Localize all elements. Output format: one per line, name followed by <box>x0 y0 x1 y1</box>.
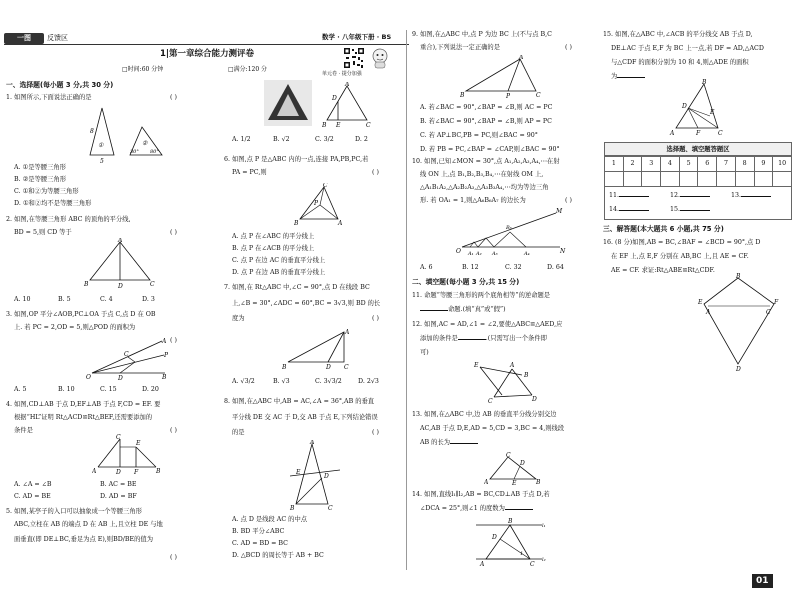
q1-option-c[interactable]: C. ①和②为等腰三角形 <box>14 188 79 195</box>
svg-text:A₄: A₄ <box>524 251 530 257</box>
q10-option-d[interactable]: D. 64 <box>547 264 564 271</box>
svg-text:A₂: A₂ <box>476 251 482 257</box>
q3-stem-1: 3. 如图,OP 平分∠AOB,PC⊥OA 于点 C,点 D 在 OB <box>6 311 156 318</box>
qr-code[interactable] <box>343 47 365 69</box>
q8-option-b[interactable]: B. BD 平分∠ABC <box>232 528 285 535</box>
svg-text:E: E <box>512 480 517 485</box>
q2-stem-1: 2. 如图,在等腰三角形 ABC 的顶角的平分线, <box>6 216 131 223</box>
svg-text:A: A <box>345 82 350 88</box>
q3-figure <box>80 335 170 380</box>
answer-cell[interactable] <box>661 172 680 187</box>
q6-option-b[interactable]: B. 点 P 在∠ACB 的平分线上 <box>232 245 315 252</box>
svg-text:1: 1 <box>520 551 524 557</box>
svg-text:N: N <box>560 248 566 255</box>
fill-blank-12[interactable] <box>680 191 710 197</box>
q6-stem-1: 6. 如图,点 P 是△ABC 内的一点,连接 PA,PB,PC,若 <box>224 156 369 163</box>
q15-stem-1: 15. 如图,在△ABC 中,∠ACB 的平分线交 AB 于点 D, <box>603 31 753 38</box>
svg-text:l₁: l₁ <box>542 523 546 529</box>
q11-stem-1: 11. 命题“等腰三角形的两个底角相等”的逆命题是 <box>412 292 551 299</box>
answer-num-8: 8 <box>735 157 754 172</box>
fill-num-12: 12. <box>670 192 681 199</box>
svg-text:E: E <box>296 469 301 476</box>
qr-caption: 单元卷 · 提分加强 <box>322 71 362 77</box>
svg-text:B: B <box>736 273 741 280</box>
svg-text:B: B <box>508 518 513 525</box>
q10-option-c[interactable]: C. 32 <box>505 264 522 271</box>
q5-paren[interactable]: ( ) <box>170 554 177 561</box>
section-three-heading: 三、解答题(本大题共 6 小题,共 75 分) <box>603 225 724 233</box>
q4-stem-2: 根据“HL”证明 Rt△ACD≌Rt△BEF,还需要添加的 <box>14 414 153 421</box>
answer-table-title: 选择题、填空题答题区 <box>604 142 792 156</box>
q14-stem-1: 14. 如图,直线l₁∥l₂,AB = BC,CD⊥AB 于点 D,若 <box>412 491 550 498</box>
svg-text:E: E <box>710 109 715 116</box>
q5-stem-2: ABC,立柱在 AB 的端点 D 在 AB 上,且立柱 DE 与地 <box>14 521 163 528</box>
svg-text:A: A <box>345 329 350 336</box>
svg-text:A: A <box>480 561 485 567</box>
q9-stem-2: 重合),下列说法一定正确的是 <box>420 44 501 51</box>
q6-option-c[interactable]: C. 点 P 在边 AC 的垂直平分线上 <box>232 257 326 264</box>
svg-text:D: D <box>736 366 741 372</box>
svg-text:A: A <box>338 220 343 227</box>
q13-stem-2: AC,AB 于点 D,E,AD = 5,CD = 3,BC = 4,则线段 <box>420 425 565 432</box>
brand-logo: 一图 <box>4 33 44 44</box>
svg-text:l₂: l₂ <box>542 557 546 563</box>
svg-text:A: A <box>484 479 489 485</box>
q1-figure <box>80 105 170 165</box>
q6-option-a[interactable]: A. 点 P 在∠ABC 的平分线上 <box>232 233 315 240</box>
q4-option-d[interactable]: D. AD = BF <box>100 493 137 500</box>
fill-num-11: 11. <box>609 192 620 199</box>
q7-stem-2: 上,∠B = 30°,∠ADC = 60°,BC = 3√3,则 BD 的长 <box>232 300 381 307</box>
q12-blank[interactable] <box>458 334 486 340</box>
svg-text:A: A <box>92 468 97 475</box>
answer-num-3: 3 <box>642 157 661 172</box>
q8-paren[interactable]: ( ) <box>372 429 379 436</box>
q5-option-d[interactable]: D. 2 <box>355 136 368 143</box>
q9-stem-1: 9. 如图,在△ABC 中,点 P 为边 BC 上(不与点 B,C <box>412 31 552 38</box>
q12-stem-2: 添加的条件是 .(只需写出一个条件即 <box>420 335 547 342</box>
svg-text:D: D <box>332 95 337 102</box>
q1-stem: 1. 如图所示,下面说法正确的是 <box>6 94 92 101</box>
svg-text:C: C <box>150 281 155 288</box>
q13-stem-1: 13. 如图,在△ABC 中,边 AB 的垂直平分线分别交边 <box>412 411 557 418</box>
svg-text:E: E <box>474 362 479 369</box>
q3-option-c[interactable]: C. 15 <box>100 386 117 393</box>
svg-text:B: B <box>322 122 327 128</box>
svg-text:P: P <box>164 352 169 359</box>
q4-stem-3: 条件是 <box>14 427 33 434</box>
answer-num-4: 4 <box>661 157 680 172</box>
q2-option-c[interactable]: C. 4 <box>100 296 113 303</box>
q10-option-a[interactable]: A. 6 <box>420 264 433 271</box>
q5-option-b[interactable]: B. √2 <box>273 136 290 143</box>
q10-stem-3: △A₁B₁A₂,△A₂B₂A₃,△A₃B₃A₄,⋯均为等边三角 <box>420 184 549 191</box>
q1-paren[interactable]: ( ) <box>170 94 177 101</box>
q6-option-d[interactable]: D. 点 P 在边 AB 的垂直平分线上 <box>232 269 326 276</box>
q7-figure <box>282 328 354 370</box>
fill-blank-15[interactable] <box>680 205 710 211</box>
answer-cell[interactable] <box>623 172 642 187</box>
answer-num-10: 10 <box>773 157 792 172</box>
svg-text:A: A <box>670 130 675 137</box>
svg-text:B: B <box>156 468 161 475</box>
score-label: □满分:120 分 <box>228 66 268 73</box>
svg-text:D: D <box>116 469 121 475</box>
svg-text:B: B <box>84 281 89 288</box>
q16-stem-3: AE = CF. 求证:Rt△ABE≌Rt△CDF. <box>611 267 715 274</box>
q14-blank[interactable] <box>505 504 533 510</box>
q15-stem-2: DE⊥AC 于点 E,F 为 BC 上一点,若 DF = AD,△ACD <box>611 45 764 52</box>
test-title: 1|第一章综合能力测评卷 <box>160 49 255 59</box>
q14-figure <box>472 515 548 567</box>
section-two-heading: 二、填空题(每小题 3 分,共 15 分) <box>412 278 520 286</box>
q8-stem-2: 平分线 DE 交 AC 于 D,交 AB 于点 E,下列结论错误 <box>232 414 378 421</box>
q12-stem-4: 可) <box>420 349 429 356</box>
q2-option-d[interactable]: D. 3 <box>142 296 155 303</box>
q16-stem-2: 在 EF 上,点 E,F 分别在 AB,BC 上,且 AE = CF. <box>611 253 749 260</box>
q10-stem-1: 10. 如图,已知∠MON = 30°,点 A₁,A₂,A₃,A₄,⋯在射 <box>412 158 560 165</box>
svg-text:D: D <box>682 103 687 110</box>
q6-stem-2: PA = PC,则 <box>232 169 267 176</box>
q3-paren[interactable]: ( ) <box>170 337 177 344</box>
q12-figure <box>472 355 542 405</box>
answer-num-9: 9 <box>754 157 773 172</box>
q9-option-a[interactable]: A. 若∠BAC = 90°,∠BAP = ∠B,则 AC = PC <box>420 104 553 111</box>
q4-figure <box>92 433 162 475</box>
q3-stem-2: 上. 若 PC = 2,OD = 5,则△POD 的面积为 <box>14 324 136 331</box>
fill-in-answers <box>604 186 792 220</box>
q1-angle-30: 30° <box>130 149 139 155</box>
fill-blank-13[interactable] <box>741 191 771 197</box>
q9-option-d[interactable]: D. 若 PB = PC,∠BAP = ∠CAP,则∠BAC = 90° <box>420 146 560 153</box>
q9-option-b[interactable]: B. 若∠BAC = 90°,∠BAP = ∠B,则 AP = PC <box>420 118 552 125</box>
q10-stem-2: 线 ON 上,点 B₁,B₂,B₃,B₄,⋯在射线 OM 上, <box>420 171 544 178</box>
svg-text:①: ① <box>98 142 104 149</box>
q9-figure <box>460 55 542 99</box>
svg-text:C: C <box>366 122 371 128</box>
q6-figure <box>294 183 344 227</box>
q3-option-d[interactable]: D. 20 <box>142 386 159 393</box>
q15-stem-3: 与△CDF 的面积分别为 10 和 4,则△ADE 的面积 <box>611 59 749 66</box>
q4-stem-1: 4. 如图,CD⊥AB 于点 D,EF⊥AB 于点 F,CD = EF. 要 <box>6 401 161 408</box>
q13-stem-3: AB 的长为 <box>420 438 478 448</box>
q13-figure <box>484 449 544 485</box>
q2-option-b[interactable]: B. 5 <box>58 296 71 303</box>
fill-num-15: 15. <box>670 206 681 213</box>
svg-text:E: E <box>136 440 141 447</box>
answer-cell[interactable] <box>605 172 624 187</box>
svg-text:O: O <box>456 248 461 255</box>
svg-text:B: B <box>294 220 299 227</box>
svg-text:A: A <box>118 238 123 244</box>
q13-blank[interactable] <box>450 438 478 444</box>
q7-option-a[interactable]: A. √3/2 <box>232 378 255 385</box>
q5-stem-1: 5. 如图,某亭子的入口可以抽象成一个等腰三角形 <box>6 508 142 515</box>
svg-text:B: B <box>702 79 707 86</box>
svg-text:A: A <box>519 55 524 61</box>
svg-text:②: ② <box>142 140 148 147</box>
q8-figure <box>282 440 346 512</box>
q2-paren[interactable]: ( ) <box>170 229 177 236</box>
q10-figure <box>456 207 566 257</box>
time-label: □时间:60 分钟 <box>122 66 164 73</box>
svg-text:P: P <box>506 93 511 99</box>
q4-option-a[interactable]: A. ∠A = ∠B <box>14 481 52 488</box>
svg-text:C: C <box>124 351 129 358</box>
svg-text:D: D <box>326 364 331 370</box>
svg-text:C: C <box>536 92 541 99</box>
q7-option-b[interactable]: B. √3 <box>273 378 290 385</box>
svg-text:A: A <box>310 440 315 446</box>
q5-stem-3: 面垂直(即 DE⊥BC,垂足为点 E),则BD/BE的值为 <box>14 536 154 543</box>
q1-option-b[interactable]: B. ②是等腰三角形 <box>14 176 67 183</box>
q9-paren[interactable]: ( ) <box>565 44 572 51</box>
svg-text:B: B <box>290 505 295 512</box>
svg-text:B: B <box>282 364 287 370</box>
svg-text:M: M <box>556 208 563 215</box>
answer-cell[interactable] <box>642 172 661 187</box>
answer-cell[interactable] <box>735 172 754 187</box>
q6-paren[interactable]: ( ) <box>372 169 379 176</box>
svg-text:C: C <box>718 130 723 137</box>
q15-figure <box>668 78 730 138</box>
fill-num-13: 13. <box>731 192 742 199</box>
svg-text:A: A <box>706 309 711 316</box>
answer-cell[interactable] <box>698 172 717 187</box>
q5-option-a[interactable]: A. 1/2 <box>232 136 251 143</box>
svg-text:C: C <box>328 505 333 512</box>
fill-blank-14[interactable] <box>619 205 649 211</box>
fill-blank-11[interactable] <box>619 191 649 197</box>
q1-side-5: 5 <box>100 158 104 165</box>
svg-text:D: D <box>324 473 329 480</box>
q10-paren[interactable]: ( ) <box>565 197 572 204</box>
answer-cell[interactable] <box>754 172 773 187</box>
q4-option-b[interactable]: B. AC = BE <box>100 481 137 488</box>
svg-text:C: C <box>506 452 511 459</box>
q3-option-b[interactable]: B. 10 <box>58 386 75 393</box>
svg-text:A: A <box>162 338 167 345</box>
fill-num-14: 14. <box>609 206 620 213</box>
answer-cell[interactable] <box>679 172 698 187</box>
svg-text:F: F <box>774 299 779 306</box>
page-number-badge: 01 <box>752 574 773 588</box>
svg-text:B: B <box>524 372 529 379</box>
svg-text:C: C <box>488 398 493 405</box>
svg-text:P: P <box>314 200 319 207</box>
q7-paren[interactable]: ( ) <box>372 315 379 322</box>
q7-stem-3: 度为 <box>232 315 245 322</box>
svg-text:B: B <box>460 92 465 99</box>
svg-text:E: E <box>336 122 341 128</box>
answer-num-1: 1 <box>605 157 624 172</box>
q4-option-c[interactable]: C. AD = BE <box>14 493 51 500</box>
q4-paren[interactable]: ( ) <box>170 427 177 434</box>
svg-text:C: C <box>323 183 328 189</box>
q15-blank[interactable] <box>617 72 645 78</box>
svg-text:E: E <box>698 299 703 306</box>
q5-option-c[interactable]: C. 3/2 <box>315 136 334 143</box>
q2-stem-2: BD = 5,则 CD 等于 <box>14 229 72 236</box>
q9-option-c[interactable]: C. 若 AP⊥BC,PB = PC,则∠BAC = 90° <box>420 132 538 139</box>
q16-figure <box>696 272 784 372</box>
svg-text:D: D <box>520 460 525 467</box>
svg-text:O: O <box>86 374 91 380</box>
q8-stem-1: 8. 如图,在△ABC 中,AB = AC,∠A = 36°,AB 的垂直 <box>224 398 375 405</box>
q8-option-c[interactable]: C. AD = BD = BC <box>232 540 288 547</box>
svg-text:C: C <box>530 561 535 567</box>
q1-side-8: 8 <box>90 128 94 135</box>
q12-stem-1: 12. 如图,AC = AD,∠1 = ∠2,要使△ABC≌△AED,应 <box>412 321 563 328</box>
svg-text:D: D <box>118 283 123 290</box>
q7-stem-1: 7. 如图,在 Rt△ABC 中,∠C = 90°,点 D 在线段 BC <box>224 284 370 291</box>
q16-stem-1: 16. (8 分)如图,AB = BC,∠BAF = ∠BCD = 90°,点 D <box>603 239 761 246</box>
q14-stem-2: ∠DCA = 25°,则∠1 的度数为 <box>420 504 533 514</box>
svg-text:D: D <box>492 534 497 541</box>
feedback-tag: 反馈区 <box>47 34 68 42</box>
q7-option-d[interactable]: D. 2√3 <box>358 378 379 385</box>
answer-num-7: 7 <box>717 157 736 172</box>
answer-cell[interactable] <box>717 172 736 187</box>
header-rule <box>4 44 409 45</box>
q1-angle-80: 80° <box>150 149 159 155</box>
q8-option-a[interactable]: A. 点 D 是线段 AC 的中点 <box>232 516 308 523</box>
q1-option-a[interactable]: A. ①是等腰三角形 <box>14 164 66 171</box>
q10-option-b[interactable]: B. 12 <box>462 264 479 271</box>
column-divider <box>406 30 407 570</box>
q7-option-c[interactable]: C. 3√3/2 <box>315 378 342 385</box>
svg-text:D: D <box>118 375 123 380</box>
svg-text:C: C <box>344 364 349 370</box>
q8-option-d[interactable]: D. △BCD 的周长等于 AB + BC <box>232 552 324 559</box>
q10-stem-4: 形. 若 OA₁ = 1,则△A₆B₆A₇ 的边长为 <box>420 197 526 204</box>
svg-text:B: B <box>536 479 541 485</box>
q11-stem-2: 命题.(填“真”或“假”) <box>420 305 506 315</box>
section-one-heading: 一、选择题(每小题 3 分,共 30 分) <box>6 81 114 89</box>
answer-table <box>604 156 792 187</box>
q15-stem-4: 为 <box>611 72 645 82</box>
q5-photo <box>264 80 312 126</box>
svg-text:F: F <box>134 469 139 475</box>
q11-blank[interactable] <box>420 305 448 311</box>
q1-option-d[interactable]: D. ①和②均不是等腰三角形 <box>14 200 92 207</box>
answer-num-6: 6 <box>698 157 717 172</box>
q5-figure <box>322 82 372 128</box>
q2-figure <box>80 238 160 290</box>
svg-text:D: D <box>532 396 537 403</box>
q8-stem-3: 的是 <box>232 429 245 436</box>
mascot-icon <box>368 47 392 69</box>
svg-text:A₁: A₁ <box>468 251 474 257</box>
svg-text:B: B <box>162 374 167 380</box>
q3-option-a[interactable]: A. 5 <box>14 386 27 393</box>
q2-option-a[interactable]: A. 10 <box>14 296 31 303</box>
svg-text:A: A <box>510 362 515 369</box>
svg-text:A₃: A₃ <box>492 251 498 257</box>
subject-label: 数学 · 八年级下册 · BS <box>322 33 392 41</box>
answer-num-2: 2 <box>623 157 642 172</box>
svg-text:F: F <box>696 130 701 137</box>
svg-text:C: C <box>766 309 771 316</box>
svg-text:B₃: B₃ <box>506 225 512 231</box>
answer-cell[interactable] <box>773 172 792 187</box>
svg-text:C: C <box>116 434 121 441</box>
answer-num-5: 5 <box>679 157 698 172</box>
